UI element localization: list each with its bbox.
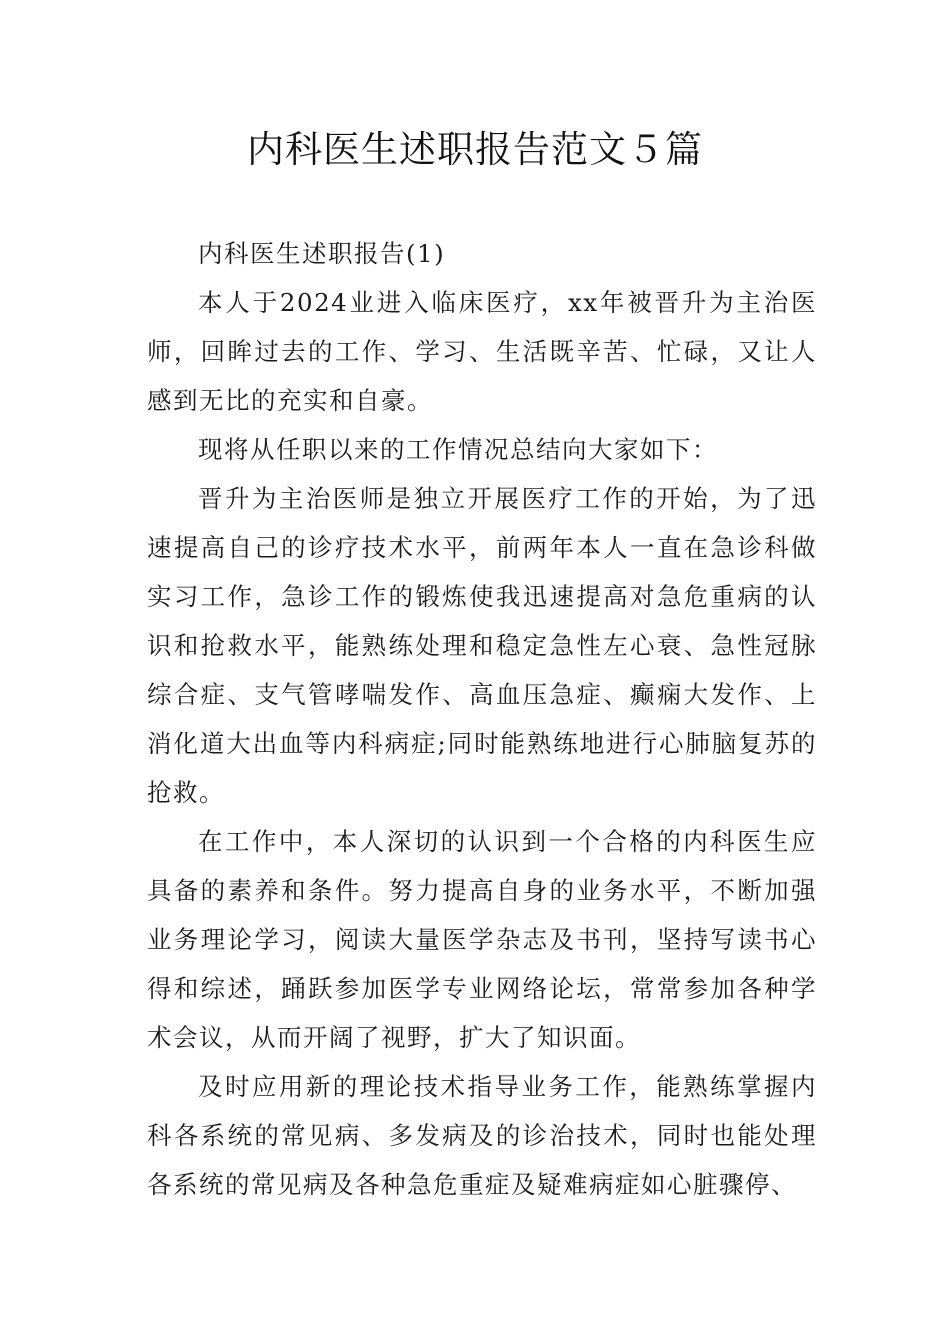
document-title: 内科医生述职报告范文５篇 bbox=[247, 128, 703, 171]
section-heading: 内科医生述职报告(1) bbox=[198, 239, 446, 268]
paragraph-clinical-skills: 及时应用新的理论技术指导业务工作，能熟练掌握内科各系统的常见病、多发病及的诊治技术，同时也能处理各系统的常见病及各种急危重症及疑难病症如心脏骤停、 bbox=[147, 1072, 817, 1199]
paragraph-self-improvement: 在工作中，本人深切的认识到一个合格的内科医生应具备的素养和条件。努力提高自身的业务水平，不断加强业务理论学习，阅读大量医学杂志及书刊，坚持写读书心得和综述，踊跃参加医学专业网络论坛，常常参加各种学术会议，从而开阔了视野，扩大了知识面。 bbox=[147, 827, 817, 1052]
paragraph-intro: 本人于2024业进入临床医疗，xx年被晋升为主治医师，回眸过去的工作、学习、生活既辛苦、忙碌，又让人感到无比的充实和自豪。 bbox=[147, 288, 817, 415]
document-body bbox=[147, 229, 817, 1209]
paragraph-summary-lead: 现将从任职以来的工作情况总结向大家如下： bbox=[198, 435, 718, 464]
paragraph-emergency-training: 晋升为主治医师是独立开展医疗工作的开始，为了迅速提高自己的诊疗技术水平，前两年本人一直在急诊科做实习工作，急诊工作的锻炼使我迅速提高对急危重病的认识和抢救水平，能熟练处理和稳定急性左心衰、急性冠脉综合症、支气管哮喘发作、高血压急症、癫痫大发作、上消化道大出血等内科病症;同时能熟练地进行心肺脑复苏的抢救。 bbox=[147, 484, 817, 807]
